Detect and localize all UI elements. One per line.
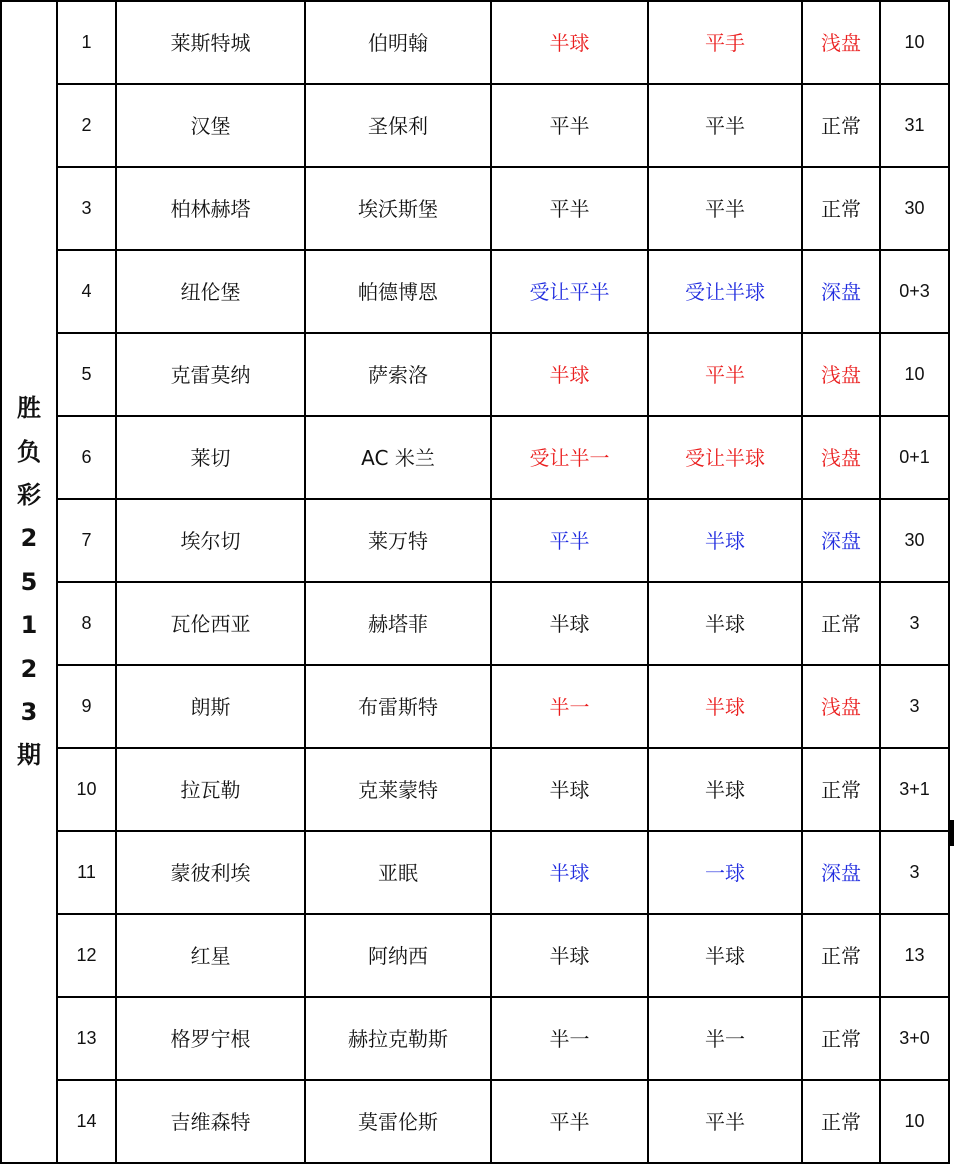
match-number: 6 [57, 416, 116, 499]
handicap-initial: 平半 [491, 84, 648, 167]
home-team: 柏林赫塔 [116, 167, 305, 250]
away-team: 阿纳西 [305, 914, 491, 997]
match-number: 4 [57, 250, 116, 333]
handicap-initial: 半球 [491, 333, 648, 416]
pick-code: 3 [880, 665, 949, 748]
handicap-initial: 半球 [491, 831, 648, 914]
match-number: 8 [57, 582, 116, 665]
handicap-initial: 受让平半 [491, 250, 648, 333]
handicap-initial: 半一 [491, 665, 648, 748]
period-label [1, 1, 57, 1163]
home-team: 拉瓦勒 [116, 748, 305, 831]
away-team: 伯明翰 [305, 1, 491, 84]
away-team: 埃沃斯堡 [305, 167, 491, 250]
handicap-current: 平半 [648, 333, 802, 416]
away-team: 萨索洛 [305, 333, 491, 416]
home-team: 格罗宁根 [116, 997, 305, 1080]
away-team: 帕德博恩 [305, 250, 491, 333]
match-number: 2 [57, 84, 116, 167]
away-team: 赫拉克勒斯 [305, 997, 491, 1080]
line-type: 浅盘 [802, 1, 880, 84]
table-row [1, 1, 949, 84]
match-number: 12 [57, 914, 116, 997]
handicap-current: 半球 [648, 665, 802, 748]
period-char: 期 [17, 741, 41, 770]
home-team: 朗斯 [116, 665, 305, 748]
match-number: 3 [57, 167, 116, 250]
match-number: 9 [57, 665, 116, 748]
match-number: 7 [57, 499, 116, 582]
table-row [1, 416, 949, 499]
line-type: 正常 [802, 582, 880, 665]
period-char: 胜 [17, 394, 41, 423]
match-number: 1 [57, 1, 116, 84]
handicap-current: 半一 [648, 997, 802, 1080]
match-table-body [1, 1, 949, 1163]
pick-code: 13 [880, 914, 949, 997]
table-row [1, 250, 949, 333]
line-type: 深盘 [802, 499, 880, 582]
match-number: 14 [57, 1080, 116, 1163]
period-char: 2 [20, 524, 38, 553]
home-team: 红星 [116, 914, 305, 997]
away-team: 莫雷伦斯 [305, 1080, 491, 1163]
line-type: 正常 [802, 167, 880, 250]
handicap-initial: 半球 [491, 582, 648, 665]
away-team: 莱万特 [305, 499, 491, 582]
home-team: 汉堡 [116, 84, 305, 167]
period-char: 2 [20, 654, 38, 683]
line-type: 正常 [802, 997, 880, 1080]
line-type: 深盘 [802, 831, 880, 914]
period-char: 5 [20, 567, 38, 596]
period-label-text [2, 395, 56, 769]
table-row [1, 84, 949, 167]
away-team: 亚眠 [305, 831, 491, 914]
handicap-initial: 半球 [491, 914, 648, 997]
handicap-current: 平半 [648, 167, 802, 250]
table-row [1, 167, 949, 250]
pick-code: 3+1 [880, 748, 949, 831]
home-team: 克雷莫纳 [116, 333, 305, 416]
handicap-current: 平半 [648, 84, 802, 167]
line-type: 深盘 [802, 250, 880, 333]
handicap-current: 半球 [648, 582, 802, 665]
handicap-current: 半球 [648, 499, 802, 582]
table-row [1, 748, 949, 831]
away-team: 圣保利 [305, 84, 491, 167]
line-type: 正常 [802, 1080, 880, 1163]
pick-code: 10 [880, 1080, 949, 1163]
edge-mark [949, 820, 954, 846]
table-row [1, 997, 949, 1080]
pick-code: 3+0 [880, 997, 949, 1080]
pick-code: 10 [880, 1, 949, 84]
pick-code: 0+3 [880, 250, 949, 333]
table-row [1, 831, 949, 914]
home-team: 莱斯特城 [116, 1, 305, 84]
period-char: 3 [20, 697, 38, 726]
handicap-current: 一球 [648, 831, 802, 914]
away-team: 布雷斯特 [305, 665, 491, 748]
handicap-current: 半球 [648, 914, 802, 997]
pick-code: 3 [880, 831, 949, 914]
home-team: 蒙彼利埃 [116, 831, 305, 914]
handicap-current: 半球 [648, 748, 802, 831]
away-team: 克莱蒙特 [305, 748, 491, 831]
line-type: 正常 [802, 84, 880, 167]
table-row [1, 499, 949, 582]
handicap-initial: 半球 [491, 748, 648, 831]
home-team: 吉维森特 [116, 1080, 305, 1163]
home-team: 纽伦堡 [116, 250, 305, 333]
handicap-initial: 受让半一 [491, 416, 648, 499]
handicap-current: 受让半球 [648, 250, 802, 333]
handicap-initial: 平半 [491, 1080, 648, 1163]
handicap-current: 平半 [648, 1080, 802, 1163]
line-type: 浅盘 [802, 665, 880, 748]
pick-code: 30 [880, 499, 949, 582]
period-char: 1 [20, 611, 38, 640]
pick-code: 3 [880, 582, 949, 665]
line-type: 正常 [802, 748, 880, 831]
period-char: 负 [17, 437, 41, 466]
handicap-current: 平手 [648, 1, 802, 84]
line-type: 浅盘 [802, 416, 880, 499]
table-row [1, 1080, 949, 1163]
pick-code: 10 [880, 333, 949, 416]
handicap-current: 受让半球 [648, 416, 802, 499]
pick-code: 30 [880, 167, 949, 250]
table-row [1, 665, 949, 748]
period-char: 彩 [17, 481, 41, 510]
pick-code: 31 [880, 84, 949, 167]
line-type: 正常 [802, 914, 880, 997]
match-number: 10 [57, 748, 116, 831]
match-number: 5 [57, 333, 116, 416]
home-team: 埃尔切 [116, 499, 305, 582]
match-number: 13 [57, 997, 116, 1080]
handicap-initial: 半一 [491, 997, 648, 1080]
away-team: AC 米兰 [305, 416, 491, 499]
line-type: 浅盘 [802, 333, 880, 416]
pick-code: 0+1 [880, 416, 949, 499]
handicap-initial: 半球 [491, 1, 648, 84]
handicap-initial: 平半 [491, 499, 648, 582]
table-row [1, 914, 949, 997]
table-row [1, 582, 949, 665]
home-team: 瓦伦西亚 [116, 582, 305, 665]
match-number: 11 [57, 831, 116, 914]
handicap-initial: 平半 [491, 167, 648, 250]
away-team: 赫塔菲 [305, 582, 491, 665]
table-row [1, 333, 949, 416]
home-team: 莱切 [116, 416, 305, 499]
